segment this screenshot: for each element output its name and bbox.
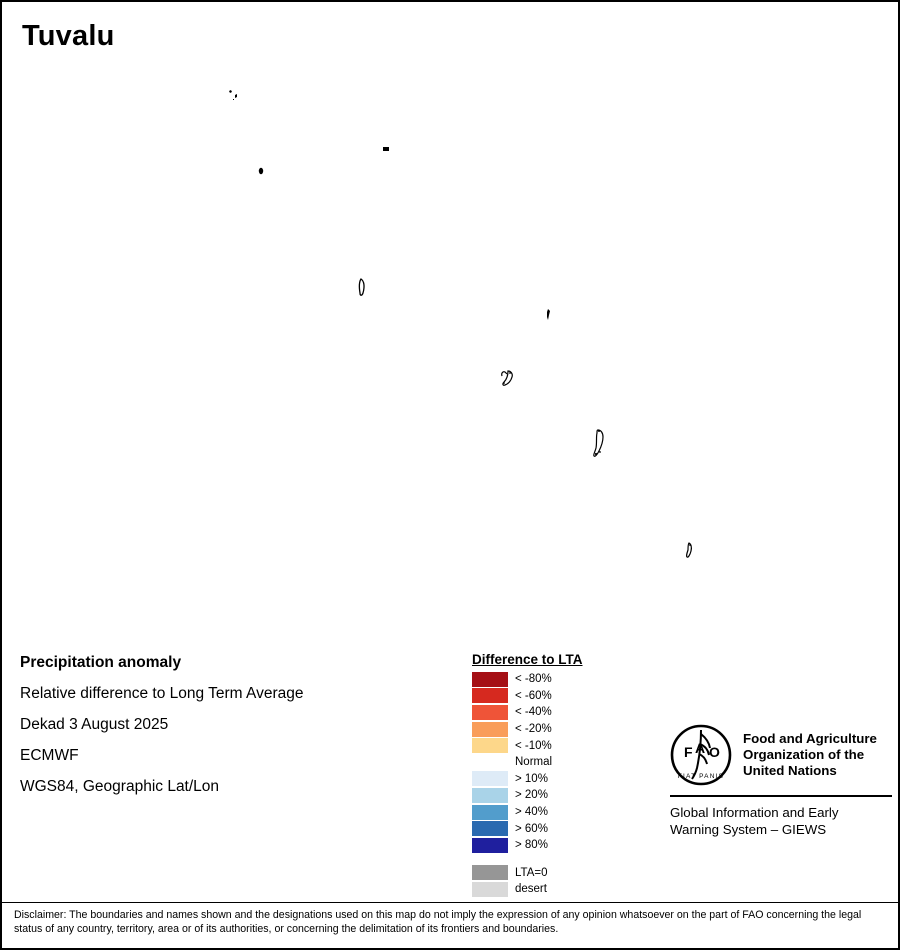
legend-swatch bbox=[472, 755, 508, 770]
page-title: Tuvalu bbox=[22, 20, 115, 52]
giews-line-2: Warning System – GIEWS bbox=[670, 822, 827, 838]
legend-item bbox=[472, 754, 583, 771]
legend-swatch bbox=[472, 672, 508, 687]
fao-organization-name bbox=[743, 731, 877, 780]
legend-label: Normal bbox=[515, 756, 553, 769]
legend-item bbox=[472, 820, 583, 837]
legend-item bbox=[472, 721, 583, 738]
info-line-subtitle: Relative difference to Long Term Average bbox=[20, 685, 304, 702]
island-nukulaelae bbox=[683, 541, 699, 561]
legend-label: desert bbox=[515, 883, 547, 896]
fao-logo-icon bbox=[670, 724, 732, 786]
svg-text:FIAT PANIS: FIAT PANIS bbox=[677, 773, 725, 780]
legend-label: > 10% bbox=[515, 772, 548, 785]
legend-swatch bbox=[472, 771, 508, 786]
info-line-source: ECMWF bbox=[20, 747, 79, 764]
legend-swatch bbox=[472, 805, 508, 820]
island-niutao bbox=[382, 145, 391, 154]
legend-swatch bbox=[472, 821, 508, 836]
island-nukufetau bbox=[498, 368, 522, 394]
legend-difference-to-lta bbox=[472, 652, 583, 898]
info-line-period: Dekad 3 August 2025 bbox=[20, 716, 169, 733]
legend-swatch bbox=[472, 838, 508, 853]
disclaimer-text: Disclaimer: The boundaries and names shown and the designations used on this map do not imply the expression of any opinion whatsoever on the part of FAO concerning the legal status of any country, territory, area or of its authorities, or concerning the delimitation of its frontiers and boundaries. bbox=[14, 909, 862, 936]
fao-org-line-2: Organization of the bbox=[743, 746, 865, 762]
legend-label: < -40% bbox=[515, 706, 552, 719]
disclaimer-divider bbox=[2, 902, 898, 903]
legend-item bbox=[472, 787, 583, 804]
island-nui bbox=[357, 278, 369, 298]
legend-label: < -80% bbox=[515, 673, 552, 686]
island-vaitupu bbox=[544, 308, 556, 324]
legend-swatch bbox=[472, 882, 508, 897]
svg-text:O: O bbox=[709, 744, 720, 760]
legend-label: LTA=0 bbox=[515, 866, 548, 879]
legend-label: < -60% bbox=[515, 689, 552, 702]
island-nanumea bbox=[226, 88, 244, 106]
info-line-projection: WGS84, Geographic Lat/Lon bbox=[20, 778, 220, 795]
svg-text:A: A bbox=[695, 740, 706, 756]
legend-item-extra bbox=[472, 865, 583, 882]
svg-text:F: F bbox=[684, 744, 693, 760]
fao-logo-row bbox=[670, 724, 892, 786]
legend-item bbox=[472, 671, 583, 688]
legend-item-extra bbox=[472, 881, 583, 898]
legend-swatch bbox=[472, 788, 508, 803]
legend-swatch bbox=[472, 738, 508, 753]
fao-branding bbox=[670, 724, 892, 838]
island-funafuti bbox=[587, 428, 613, 464]
giews-system-name bbox=[670, 804, 892, 838]
legend-item bbox=[472, 688, 583, 705]
legend-swatch bbox=[472, 865, 508, 880]
legend-item bbox=[472, 704, 583, 721]
island-nanumanga bbox=[257, 166, 266, 177]
legend-swatch bbox=[472, 688, 508, 703]
legend-item bbox=[472, 804, 583, 821]
legend-label: < -10% bbox=[515, 739, 552, 752]
giews-line-1: Global Information and Early bbox=[670, 805, 839, 820]
legend-spacer bbox=[472, 854, 583, 865]
fao-divider bbox=[670, 795, 892, 797]
legend-label: > 80% bbox=[515, 839, 548, 852]
legend-title: Difference to LTA bbox=[472, 652, 583, 667]
legend-swatch bbox=[472, 722, 508, 737]
map-info-block bbox=[20, 654, 304, 809]
legend-label: < -20% bbox=[515, 723, 552, 736]
legend-label: > 20% bbox=[515, 789, 548, 802]
legend-label: > 60% bbox=[515, 822, 548, 835]
legend-item bbox=[472, 737, 583, 754]
legend-item bbox=[472, 837, 583, 854]
legend-item bbox=[472, 771, 583, 788]
legend-swatch bbox=[472, 705, 508, 720]
legend-label: > 40% bbox=[515, 806, 548, 819]
fao-org-line-3: United Nations bbox=[743, 763, 837, 779]
fao-org-line-1: Food and Agriculture bbox=[743, 730, 877, 746]
info-line-title: Precipitation anomaly bbox=[20, 654, 182, 671]
